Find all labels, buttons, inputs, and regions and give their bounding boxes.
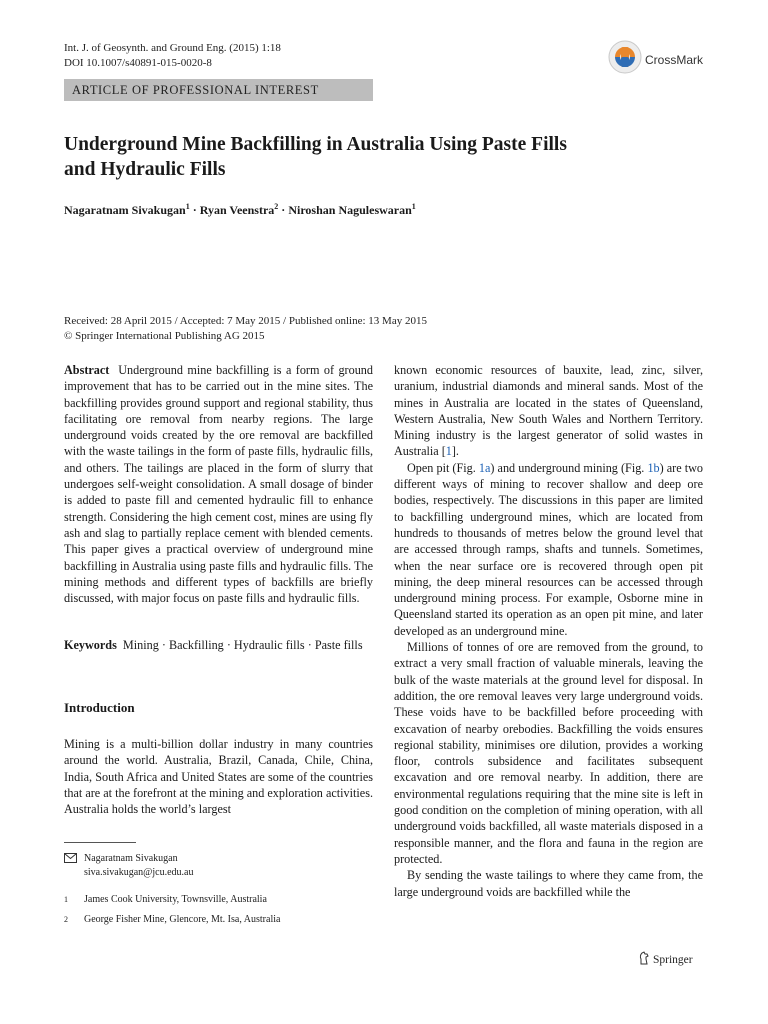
paragraph: Open pit (Fig. 1a) and underground mining (Fig. 1b) are two different ways of mining to recover shallow and deep ore bodies, respectively. The discussions in this paper are limited to backfilling underground mines, which are located from hundreds to thousands of metres below the ground level that are accessed through ramps, shafts and tunnels. Sometimes, when the near surface ore is recovered through open pit mining, the deep mineral resources can be accessed through underground mining process. For example, Osborne mine in Queensland started its operation as an open pit mine, and later developed as an underground mine. [394, 460, 704, 638]
reference-link[interactable]: 1 [445, 444, 452, 459]
springer-horse-icon [638, 951, 650, 968]
figure-link[interactable]: 1a [478, 460, 491, 475]
footnote-divider [64, 842, 136, 843]
envelope-icon [64, 853, 77, 868]
publisher-name: Springer [653, 953, 693, 966]
journal-citation: Int. J. of Geosynth. and Ground Eng. (2015) 1:18 [64, 42, 281, 54]
publication-dates [64, 314, 427, 344]
article-type-banner: ARTICLE OF PROFESSIONAL INTEREST [64, 79, 373, 101]
affiliation-marker: 2 [274, 202, 279, 211]
abstract-label: Abstract [64, 363, 110, 377]
affiliation-text: James Cook University, Townsville, Australia [84, 894, 267, 905]
doi-link[interactable]: DOI 10.1007/s40891-015-0020-8 [64, 57, 212, 69]
corresponding-author [64, 852, 373, 880]
author-name[interactable]: Ryan Veenstra [199, 203, 275, 217]
paragraph: By sending the waste tailings to where they came from, the large underground voids are backfilled while the [394, 868, 703, 899]
intro-paragraph [64, 736, 373, 817]
copyright-line: © Springer International Publishing AG 2015 [64, 330, 265, 342]
affiliation-1 [64, 893, 373, 907]
author-list [64, 202, 416, 218]
paragraph: Millions of tonnes of ore are removed from the ground, to extract a very small fraction of valuable minerals, leaving the bulk of the waste materials at the ground level for disposal. In addition, the ore removal leaves very large underground voids. These voids have to be backfilled before proceeding with excavation of nearby orebodies. Backfilling the voids ensures regional stability, minimises ore dilution, provides a working floor, controls subsidence and facilitates subsequent excavation and ore removal nearby. In addition, there are environmental regulations requiring that the mine site is left in good condition on the completion of mining operation, with all underground voids backfilled, all waste materials disposed in a responsible manner, and the flora and fauna in the region are protected. [394, 640, 703, 866]
crossmark-icon [608, 40, 642, 79]
affiliation-number: 1 [64, 895, 68, 904]
corresponding-author-name: Nagaratnam Sivakugan [84, 853, 178, 864]
author-separator: · [189, 203, 200, 217]
title-line-1: Underground Mine Backfilling in Australia Using Paste Fills [64, 134, 567, 155]
corresponding-author-email[interactable]: siva.sivakugan@jcu.edu.au [84, 867, 194, 878]
author-separator: · [278, 203, 289, 217]
affiliation-2 [64, 913, 373, 927]
keywords-text: Mining · Backfilling · Hydraulic fills · Paste fills [122, 638, 363, 652]
author-name[interactable]: Nagaratnam Sivakugan [64, 203, 186, 217]
abstract-text: Underground mine backfilling is a form of ground improvement that has to be carried out in the mine sites. The backfilling provides ground support and regional stability, thus facilitating ore removal from nearby regions. The large underground voids created by the ore removal are backfilled with the waste tailings in the form of paste fills, hydraulic fills, and others. The tailings are placed in the form of slurry that undergoes self-weight consolidation. A small dosage of binder is added to paste fill and cemented hydraulic fill to enhance strength. Considering the high cement cost, mines are using fly ash and slag to partially replace cement with blended cements. This paper gives a practical overview of underground mine backfilling in Australia using paste fills and hydraulic fills. The mining methods and different types of backfills are briefly discussed, with major focus on paste fills and hydraulic fills. [64, 363, 373, 606]
affiliation-number: 2 [64, 915, 68, 924]
history-dates: Received: 28 April 2015 / Accepted: 7 May 2015 / Published online: 13 May 2015 [64, 315, 427, 327]
affiliation-marker: 1 [411, 202, 416, 211]
right-column [394, 362, 703, 900]
figure-link[interactable]: 1b [647, 460, 660, 475]
affiliation-text: George Fisher Mine, Glencore, Mt. Isa, Australia [84, 914, 281, 925]
publisher-footer [638, 951, 693, 968]
article-title [64, 132, 684, 182]
abstract-section [64, 362, 373, 606]
intro-text: Mining is a multi-billion dollar industry in many countries around the world. Australia, Brazil, Canada, Chile, China, India, South Africa and United States are some of the countries that are at the forefront at the mining and exploration activities. Australia holds the world’s largest [64, 737, 373, 817]
section-heading-introduction: Introduction [64, 700, 135, 715]
keywords-section [64, 637, 373, 653]
title-line-2: and Hydraulic Fills [64, 159, 226, 180]
crossmark-label: CrossMark [645, 52, 704, 67]
keywords-label: Keywords [64, 638, 117, 652]
paragraph: known economic resources of bauxite, lead, zinc, silver, uranium, industrial diamonds and mineral sands. Most of the mines in Australia are located in the states of Queensland, Western Australia, New South Wales and Northern Territory. Mining industry is the largest generator of solid wastes in Australia [1]. [394, 363, 703, 459]
crossmark-badge[interactable] [608, 40, 703, 79]
author-name[interactable]: Niroshan Naguleswaran [288, 203, 412, 217]
affiliation-marker: 1 [185, 202, 190, 211]
